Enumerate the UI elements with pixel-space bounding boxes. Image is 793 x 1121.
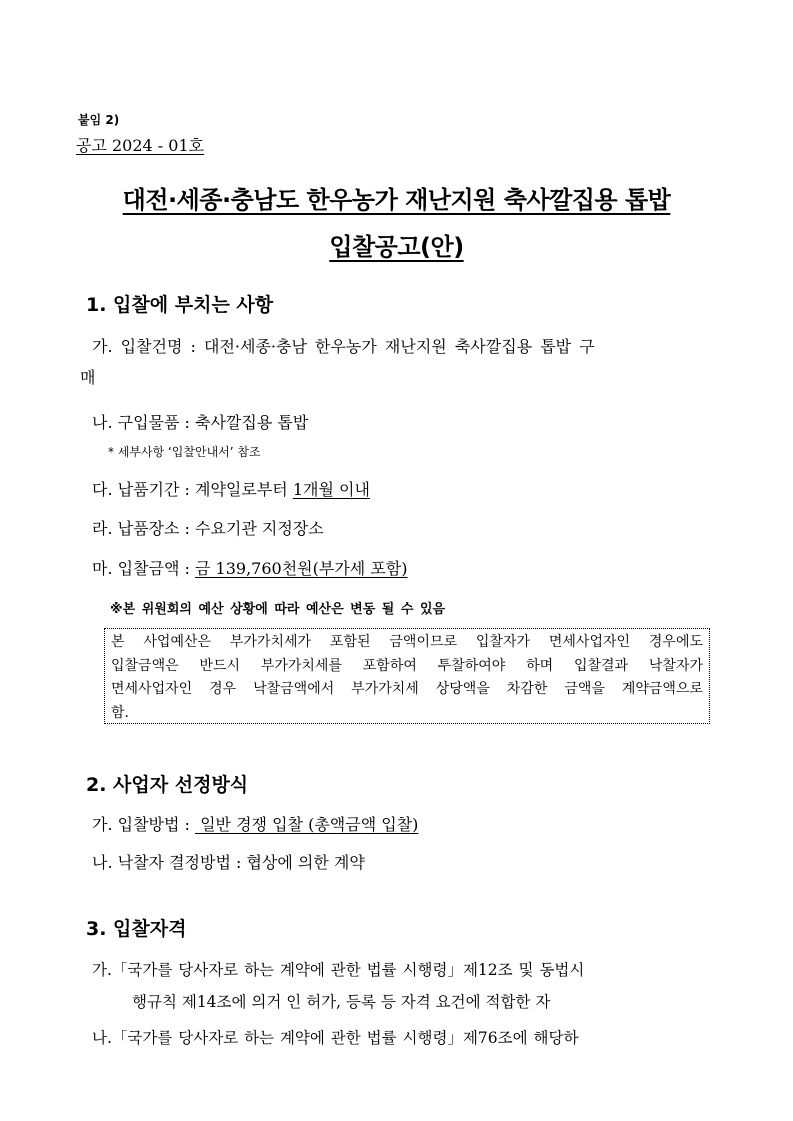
- item-bid-amount: [92, 556, 407, 579]
- item-qualification-a-cont: 행규칙 제14조에 의거 인 허가, 등록 등 자격 요건에 적합한 자: [132, 993, 551, 1011]
- item-qualification-b: 나.「국가를 당사자로 하는 계약에 관한 법률 시행령」제76조에 해당하: [92, 1029, 579, 1047]
- bid-method-value: 일반 경쟁 입찰 (총액금액 입찰): [195, 815, 419, 834]
- bid-amount-label: 마. 입찰금액 :: [92, 559, 196, 578]
- item-bid-name: 가. 입찰건명 : 대전·세종·충남 한우농가 재난지원 축사깔집용 톱밥 구: [92, 337, 595, 356]
- attachment-label: 붙임 2): [78, 113, 120, 127]
- item-purchase-note: * 세부사항 ‘입찰안내서’ 참조: [108, 445, 261, 459]
- vat-notice-line3: 면세사업자인 경우 낙찰금액에서 부가가치세 상당액을 차감한 금액을 계약금액으로: [111, 681, 703, 697]
- notice-number: 공고 2024 - 01호: [76, 136, 205, 155]
- section-3-heading: 3. 입찰자격: [86, 918, 187, 940]
- item-bid-name-cont: 매: [80, 368, 96, 387]
- item-qualification-a: 가.「국가를 당사자로 하는 계약에 관한 법률 시행령」제12조 및 동법시: [92, 961, 585, 979]
- vat-notice-line4: 함.: [111, 704, 129, 721]
- item-purchase-goods: 나. 구입물품 : 축사깔집용 톱밥: [92, 413, 309, 432]
- item-delivery-period: [92, 477, 370, 500]
- document-title-line2: 입찰공고(안): [329, 233, 464, 261]
- delivery-period-label: 다. 납품기간 : 계약일로부터: [92, 480, 293, 499]
- item-bid-method: [92, 812, 418, 835]
- bid-method-label: 가. 입찰방법 :: [92, 815, 196, 834]
- budget-change-note: ※본 위원회의 예산 상황에 따라 예산은 변동 될 수 있음: [110, 602, 446, 617]
- item-winner-method: 나. 낙찰자 결정방법 : 협상에 의한 계약: [92, 853, 365, 872]
- document-title-line1: 대전·세종·충남도 한우농가 재난지원 축사깔집용 톱밥: [122, 186, 671, 214]
- bid-amount-value: 금 139,760천원(부가세 포함): [195, 559, 408, 578]
- section-1-heading: 1. 입찰에 부치는 사항: [86, 294, 274, 316]
- item-delivery-place: 라. 납품장소 : 수요기관 지정장소: [92, 519, 324, 538]
- section-2-heading: 2. 사업자 선정방식: [86, 774, 249, 796]
- vat-notice-line1: 본 사업예산은 부가가치세가 포함된 금액이므로 입찰자가 면세사업자인 경우에도: [111, 634, 703, 650]
- delivery-period-value: 1개월 이내: [292, 480, 370, 499]
- vat-notice-line2: 입찰금액은 반드시 부가가치세를 포함하여 투찰하여야 하며 입찰결과 낙찰자가: [111, 657, 703, 674]
- vat-notice-box: [104, 628, 710, 724]
